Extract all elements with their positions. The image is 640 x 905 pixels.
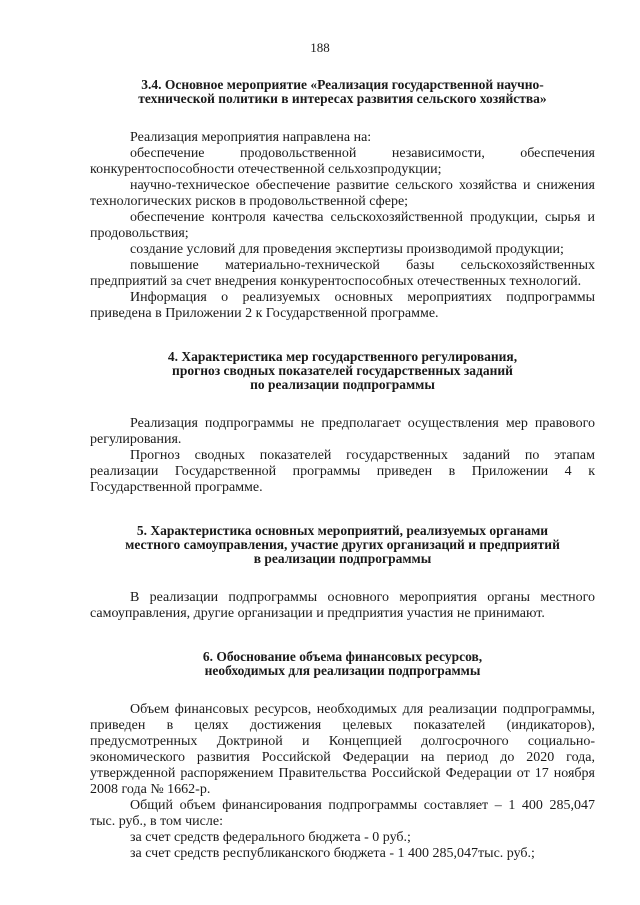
paragraph: Прогноз сводных показателей государственных заданий по этапам реализации Государственной программы приведен в Приложении 4 к Государственной программе. (90, 448, 595, 495)
paragraph: Общий объем финансирования подпрограммы составляет – 1 400 285,047 тыс. руб., в том числе: (90, 798, 595, 829)
heading-line: прогноз сводных показателей государственных заданий (172, 363, 513, 378)
paragraph: Реализация подпрограммы не предполагает осуществления мер правового регулирования. (90, 416, 595, 447)
paragraph: обеспечение контроля качества сельскохозяйственной продукции, сырья и продовольствия; (90, 210, 595, 241)
paragraph: за счет средств федерального бюджета - 0 руб.; (130, 830, 411, 845)
heading-line: 3.4. Основное мероприятие «Реализация государственной научно- (141, 77, 544, 92)
heading-line: местного самоуправления, участие других организаций и предприятий (125, 537, 560, 552)
page-number: 188 (310, 40, 330, 55)
section-heading-3-4 (90, 78, 595, 106)
paragraph: Информация о реализуемых основных мероприятиях подпрограммы приведена в Приложении 2 к Государственной программе. (90, 290, 595, 321)
heading-line: технической политики в интересах развития сельского хозяйства» (138, 91, 547, 106)
paragraph: Реализация мероприятия направлена на: (130, 130, 372, 145)
paragraph: создание условий для проведения экспертизы производимой продукции; (130, 242, 564, 257)
paragraph: повышение материально-технической базы сельскохозяйственных предприятий за счет внедрения конкурентоспособных отечественных технологий. (90, 258, 595, 289)
paragraph: обеспечение продовольственной независимости, обеспечения конкурентоспособности отечественной сельхозпродукции; (90, 146, 595, 177)
heading-line: 5. Характеристика основных мероприятий, реализуемых органами (136, 523, 549, 538)
heading-line: 4. Характеристика мер государственного регулирования, (167, 349, 518, 364)
paragraph: В реализации подпрограммы основного мероприятия органы местного самоуправления, другие организации и предприятия участия не принимают. (90, 590, 595, 621)
section-heading-5 (90, 524, 595, 566)
document-body (90, 78, 595, 862)
paragraph: за счет средств республиканского бюджета - 1 400 285,047тыс. руб.; (130, 846, 535, 861)
paragraph: научно-техническое обеспечение развитие сельского хозяйства и снижения технологических рисков в продовольственной сфере; (90, 178, 595, 209)
heading-line: по реализации подпрограммы (250, 377, 435, 392)
heading-line: в реализации подпрограммы (253, 551, 432, 566)
section-heading-6 (90, 650, 595, 678)
heading-line: необходимых для реализации подпрограммы (204, 663, 481, 678)
section-heading-4 (90, 350, 595, 392)
paragraph: Объем финансовых ресурсов, необходимых для реализации подпрограммы, приведен в целях достижения целевых показателей (индикаторов), предусмотренных Доктриной и Концепцией долгосрочного социально-экономического развития Российской Федерации на период до 2020 года, утвержденной распоряжением Правительства Российской Федерации от 17 ноября 2008 года № 1662-р. (90, 702, 595, 797)
heading-line: 6. Обоснование объема финансовых ресурсов, (202, 649, 483, 664)
